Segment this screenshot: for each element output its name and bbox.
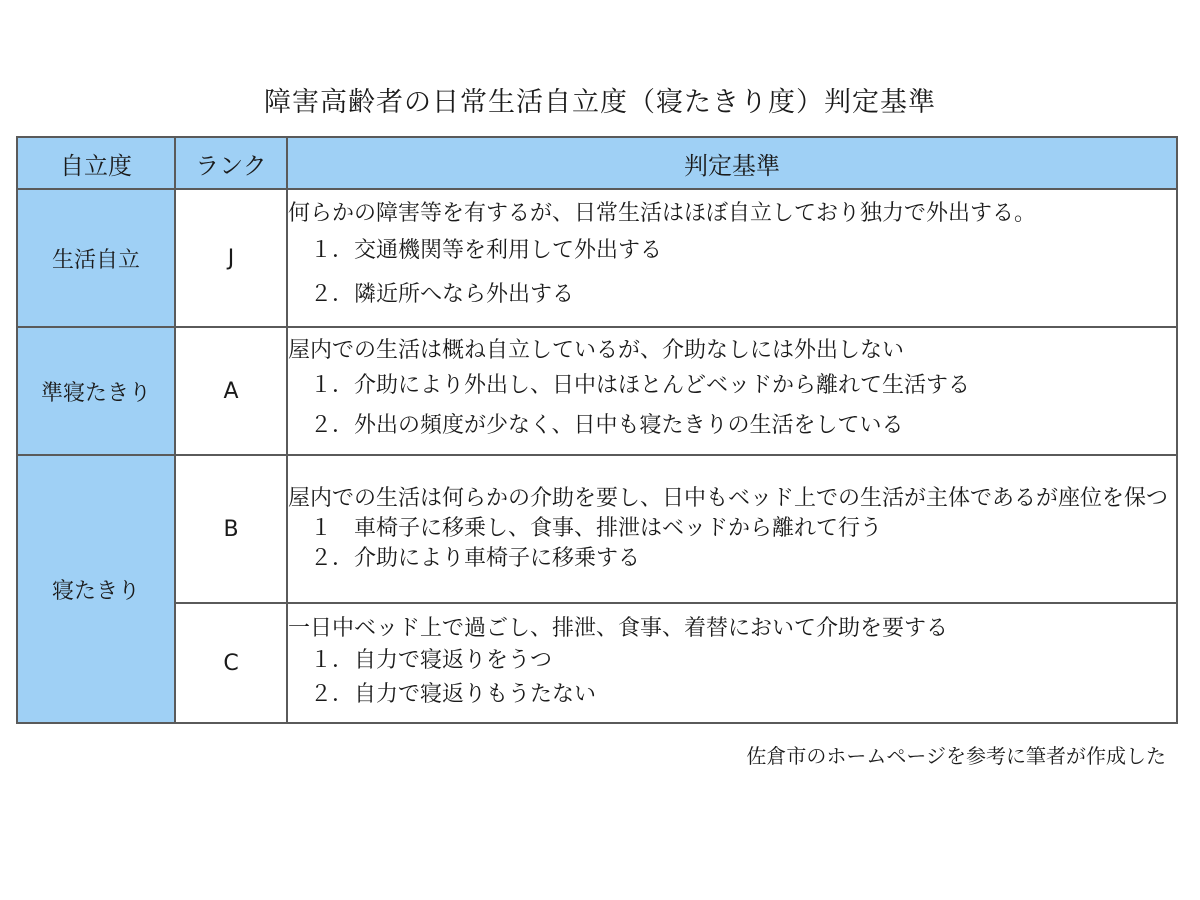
header-rank: ランク bbox=[175, 137, 287, 189]
page-title: 障害高齢者の日常生活自立度（寝たきり度）判定基準 bbox=[264, 87, 936, 118]
level-cell-semi-bedridden: 準寝たきり bbox=[17, 327, 175, 455]
rank-cell-c: C bbox=[175, 603, 287, 723]
criteria-cell-c bbox=[287, 603, 1177, 723]
table-header-row bbox=[17, 137, 1177, 189]
criteria-item: １．介助により外出し、日中はほとんどベッドから離れて生活する bbox=[310, 373, 971, 398]
criteria-cell-b bbox=[287, 455, 1177, 603]
criteria-item: ２．介助により車椅子に移乗する bbox=[310, 546, 641, 571]
criteria-main-j: 何らかの障害等を有するが、日常生活はほぼ自立しており独力で外出する。 bbox=[288, 201, 1037, 226]
header-criteria: 判定基準 bbox=[287, 137, 1177, 189]
criteria-item: ２．外出の頻度が少なく、日中も寝たきりの生活をしている bbox=[310, 413, 904, 438]
table-row bbox=[17, 327, 1177, 455]
source-note: 佐倉市のホームページを参考に筆者が作成した bbox=[746, 744, 1166, 768]
criteria-item: １ 車椅子に移乗し、食事、排泄はベッドから離れて行う bbox=[310, 516, 883, 541]
level-cell-bedridden: 寝たきり bbox=[17, 455, 175, 723]
criteria-table bbox=[16, 136, 1178, 724]
criteria-main-c: 一日中ベッド上で過ごし、排泄、食事、着替において介助を要する bbox=[288, 616, 949, 641]
table-row bbox=[17, 603, 1177, 723]
criteria-item: ２．隣近所へなら外出する bbox=[310, 282, 575, 307]
criteria-item: ２．自力で寝返りもうたない bbox=[310, 682, 597, 707]
criteria-main-a: 屋内での生活は概ね自立しているが、介助なしには外出しない bbox=[288, 338, 905, 363]
level-cell-independent: 生活自立 bbox=[17, 189, 175, 327]
criteria-item: １．自力で寝返りをうつ bbox=[310, 648, 553, 673]
criteria-cell-j bbox=[287, 189, 1177, 327]
header-level: 自立度 bbox=[17, 137, 175, 189]
table-row bbox=[17, 455, 1177, 603]
rank-cell-a: A bbox=[175, 327, 287, 455]
rank-cell-b: B bbox=[175, 455, 287, 603]
criteria-cell-a bbox=[287, 327, 1177, 455]
rank-cell-j: J bbox=[175, 189, 287, 327]
criteria-main-b: 屋内での生活は何らかの介助を要し、日中もベッド上での生活が主体であるが座位を保つ bbox=[288, 486, 1169, 511]
table-row bbox=[17, 189, 1177, 327]
criteria-item: １．交通機関等を利用して外出する bbox=[310, 238, 663, 263]
